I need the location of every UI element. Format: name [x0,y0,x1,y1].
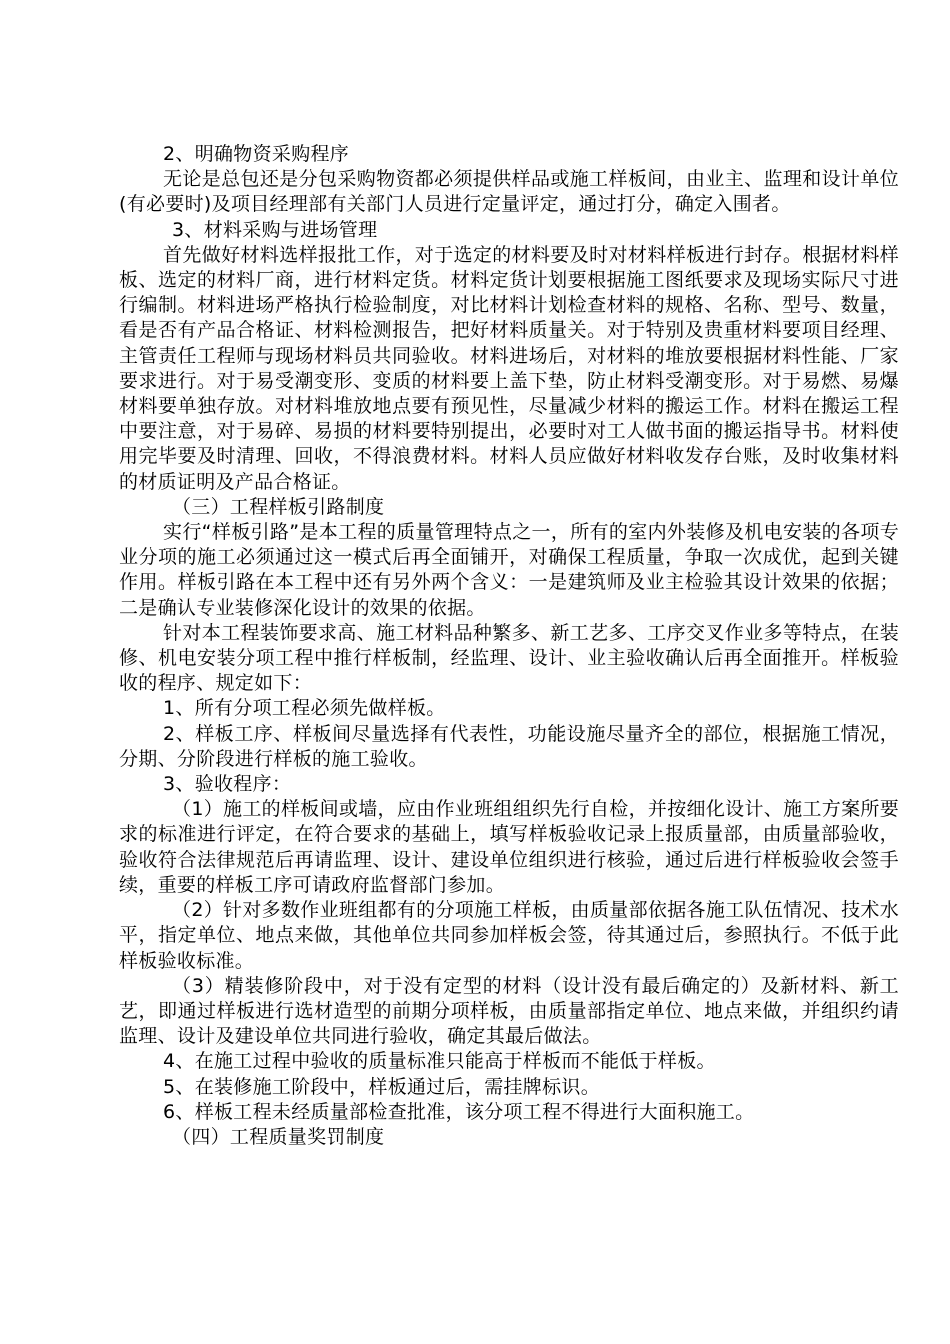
list-item-rule-3: 3、验收程序： [163,773,292,796]
list-item-rule-2: 2、样板工序、样板间尽量选择有代表性，功能设施尽量齐全的部位，根据施工情况，分期、分阶段进行样板的施工验收。 [119,722,899,770]
list-item-subrule-3: （3）精装修阶段中，对于没有定型的材料（设计没有最后确定的）及新材料、新工艺，即通过样板进行选材造型的前期分项样板，由质量部指定单位、地点来做，并组织约请监理、设计及建设单位共同进行验收，确定其最后做法。 [119,974,899,1048]
list-item-rule-5: 5、在装修施工阶段中，样板通过后，需挂牌标识。 [163,1075,600,1098]
list-item-rule-6: 6、样板工程未经质量部检查批准，该分项工程不得进行大面积施工。 [163,1100,755,1123]
list-item-subrule-2: （2）针对多数作业班组都有的分项施工样板，由质量部依据各施工队伍情况、技术水平，指定单位、地点来做，其他单位共同参加样板会签，待其通过后，参照执行。不低于此样板验收标准。 [119,899,899,972]
list-item-subrule-1: （1）施工的样板间或墙，应由作业班组组织先行自检，并按细化设计、施工方案所要求的标准进行评定，在符合要求的基础上，填写样板验收记录上报质量部，由质量部验收，验收符合法律规范后再请监理、设计、建设单位组织进行核验，通过后进行样板验收会签手续，重要的样板工序可请政府监督部门参加。 [119,798,899,896]
paragraph-sample-guide-intro: 实行“样板引路”是本工程的质量管理特点之一，所有的室内外装修及机电安装的各项专业分项的施工必须通过这一模式后再全面铺开，对确保工程质量，争取一次成优，起到关键作用。样板引路在本工程中还有另外两个含义：一是建筑师及业主检验其设计效果的依据；二是确认专业装修深化设计的效果的依据。 [119,521,899,619]
heading-sample-guide-system: （三）工程样板引路制度 [172,495,385,518]
document-page [119,142,899,1150]
paragraph-procurement-body: 无论是总包还是分包采购物资都必须提供样品或施工样板间，由业主、监理和设计单位(有必要时)及项目经理部有关部门人员进行定量评定，通过打分，确定入围者。 [119,168,899,216]
paragraph-material-management: 首先做好材料选样报批工作，对于选定的材料要及时对材料样板进行封存。根据材料样板、选定的材料厂商，进行材料定货。材料定货计划要根据施工图纸要求及现场实际尺寸进行编制。材料进场严格执行检验制度，对比材料计划检查材料的规格、名称、型号、数量，看是否有产品合格证、材料检测报告，把好材料质量关。对于特别及贵重材料要项目经理、主管责任工程师与现场材料员共同验收。材料进场后，对材料的堆放要根据材料性能、厂家要求进行。对于易受潮变形、变质的材料要上盖下垫，防止材料受潮变形。对于易燃、易爆材料要单独存放。对材料堆放地点要有预见性，尽量减少材料的搬运工作。材料在搬运工程中要注意，对于易碎、易损的材料要特别提出，必要时对工人做书面的搬运指导书。材料使用完毕要及时清理、回收，不得浪费材料。材料人员应做好材料收发存台账，及时收集材料的材质证明及产品合格证。 [119,243,899,493]
list-item-rule-4: 4、在施工过程中验收的质量标准只能高于样板而不能低于样板。 [163,1050,716,1073]
heading-procurement-procedure: 2、明确物资采购程序 [163,143,350,165]
list-item-rule-1: 1、所有分项工程必须先做样板。 [163,697,446,720]
heading-quality-reward-system: （四）工程质量奖罚制度 [172,1125,385,1148]
paragraph-sample-system-rules: 针对本工程装饰要求高、施工材料品种繁多、新工艺多、工序交叉作业多等特点，在装修、机电安装分项工程中推行样板制，经监理、设计、业主验收确认后再全面推开。样板验收的程序、规定如下： [119,621,899,695]
heading-material-purchase: 3、材料采购与进场管理 [172,218,378,241]
